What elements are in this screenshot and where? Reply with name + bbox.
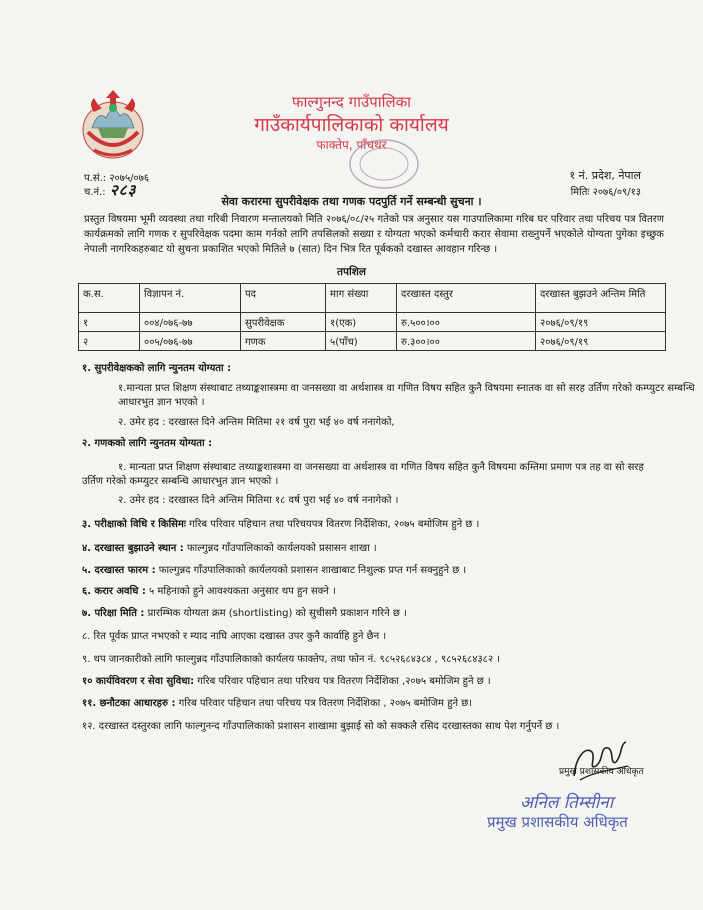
section-2-heading: २. गणकको लागि न्युनतम योग्यता : bbox=[82, 438, 213, 449]
section-3 bbox=[82, 518, 667, 532]
cell: रु.५००।०० bbox=[397, 313, 536, 332]
section-7 bbox=[82, 607, 667, 621]
section-1-age: २. उमेर हद : दरखास्त दिने अन्तिम मितिमा २१ वर्ष पुरा भई ४० वर्ष ननागेको, bbox=[118, 417, 395, 428]
section-5 bbox=[82, 564, 667, 578]
col-demand: माग संख्या bbox=[326, 284, 397, 313]
section-2-qualification: १. मान्यता प्रप्त शिक्षण संस्थाबाट तथ्याङ्कशास्त्रमा वा जनसख्या वा अर्थशास्त्र वा गणित विषय सहित कुनै विषयमा कम्तिमा प्रमाण पत्र तह वा सो सरह उर्तिण गरेको कम्प्युटर सम्बन्धि आधारभुत ज्ञान भएको । bbox=[82, 462, 644, 487]
section-6 bbox=[82, 585, 667, 599]
table-row bbox=[79, 313, 666, 332]
vacancy-table bbox=[78, 283, 666, 351]
cell: २०७६/०९/१९ bbox=[536, 313, 666, 332]
table-row bbox=[79, 332, 666, 351]
col-ad-no: विज्ञापन नं. bbox=[140, 284, 241, 313]
chalani-number: २८३ bbox=[110, 181, 137, 199]
section-5-label: ५. दरखास्त फारम : bbox=[82, 565, 156, 576]
cell: गणक bbox=[241, 332, 326, 351]
section-1-qualification: १.मान्यता प्रप्त शिक्षण संस्थाबाट तथ्याङ्कशास्त्रमा वा जनसख्या वा अर्थशास्त्र वा गणित विषय सहित कुनै विषयमा स्नातक वा सो सरह उर्तिण गरेको कम्प्युटर सम्बन्धि आधारभुत ज्ञान भएको । bbox=[118, 383, 695, 408]
section-12: १२. दरखास्त दस्तुरका लागि फाल्गुनन्द गाँउपालिकाको प्रशासन शाखामा बुझाई सो को सक्कलै रसिद दरखास्तका साथ पेश गर्नुपर्ने छ । bbox=[82, 721, 560, 732]
section-10-label: १० कार्यविवरण र सेवा सुविधा: bbox=[82, 676, 195, 687]
cell: ००४/०७६-७७ bbox=[140, 313, 241, 332]
section-3-text: गरिब परिवार पहिचान तथा परिचयपत्र वितरण निर्देशिका, २०७५ बमोजिम हुने छ । bbox=[185, 519, 480, 530]
section-3-label: ३. परीक्षाको विधि र किसिमः bbox=[82, 519, 186, 530]
section-10-text: गरिब परिवार पहिचान तथा परिचय पत्र वितरण निर्देशिका ,२०७५ बमोजिम हुने छ । bbox=[194, 676, 491, 687]
section-1-heading: १. सुपरीवेक्षकको लागि न्युनतम योग्यता : bbox=[82, 363, 232, 374]
section-11 bbox=[82, 697, 667, 711]
section-8: ८. रित पूर्वक प्राप्त नभएको र म्याद नाघि आएका दखास्त उपर कुनै कार्वाहि हुने छैन । bbox=[82, 631, 387, 642]
cell: ५(पाँच) bbox=[326, 332, 397, 351]
table-title: तपशिल bbox=[337, 266, 366, 278]
table-header-row bbox=[79, 284, 666, 313]
cell: २०७६/०९/१९ bbox=[536, 332, 666, 351]
section-2-age: २. उमेर हद : दरखास्त दिने अन्तिम मितिमा १८ वर्ष पुरा भई ४० वर्ष ननागेको । bbox=[118, 495, 399, 506]
office-stamp-icon bbox=[346, 136, 422, 192]
intro-paragraph: प्रस्तुत विषयमा भूमी व्यवस्था तथा गरिबी निवारण मन्तालयको मिति २०७६/०८/२५ गतेको पत्र अनुसार यस गाउपालिकामा गरिब घर परिवार तथा परिचय पत्र वितरण कार्यक्रमको लागि गणक र सुपरिवेक्षक पदमा काम गर्नको लागि तपसिलको सख्या र योग्यता भएको कर्मचारी करार सेवामा राख्नुपर्ने भएकोले योग्यता पुगेका इच्छुक नेपाली नागरिकहरुबाट यो सुचना प्रकाशित भएको मितिले ७ (सात) दिन भित्र रित पूर्बकको दखास्त आवहान गरिन्छ । bbox=[84, 214, 664, 255]
cell: १ bbox=[79, 313, 140, 332]
municipality-name: फाल्गुनन्द गाउँपालिका bbox=[291, 93, 412, 111]
cell: २ bbox=[79, 332, 140, 351]
section-4-label: ४. दरखास्त बुझाउने स्थान : bbox=[82, 543, 184, 554]
signatory-title-stamp: प्रमुख प्रशासकीय अधिकृत bbox=[487, 813, 628, 831]
province-line: १ नं. प्रदेश, नेपाल bbox=[569, 169, 641, 182]
section-5-text: फाल्गुन्नद गाँउपालिकाको कार्यलयको प्रशासन शाखाबाट निशुल्क प्रप्त गर्न सक्नुहुने छ । bbox=[155, 565, 467, 576]
section-10 bbox=[82, 675, 667, 689]
cell: ००५/०७६-७७ bbox=[140, 332, 241, 351]
cell: सुपरीवेक्षक bbox=[241, 313, 326, 332]
section-6-text: ५ महिनाको हुने आवश्यकता अनुसार थप हुन सक्ने । bbox=[145, 586, 336, 597]
section-4-text: फाल्गुन्नद गाँउपालिकाको कार्यलयको प्रसासन शाखा । bbox=[183, 543, 377, 554]
office-address: फाक्तेप, पाँचथर bbox=[316, 138, 387, 152]
section-4 bbox=[82, 542, 667, 556]
signatory-name-stamp: अनिल तिम्सीना bbox=[520, 793, 614, 813]
notice-title: सेवा करारमा सुपरीवेक्षक तथा गणक पदपुर्ति गर्ने सम्बन्धी सुचना । bbox=[221, 195, 482, 208]
section-11-label: ११. छनौटका आधारहरु : bbox=[82, 698, 176, 709]
office-name: गाउँकार्यपालिकाको कार्यालय bbox=[254, 114, 449, 136]
section-9: ९. थप जानकारीको लागि फाल्गुन्नद गाँउपालिकाको कार्यलय फाक्तेप, तथा फोन नं. ९८५२६८४३८४ , ९८५२६८४३८२ । bbox=[82, 654, 501, 665]
col-post: पद bbox=[241, 284, 326, 313]
signatory-role: प्रमुख प्रशासकीय अधिकृत bbox=[559, 767, 644, 777]
cell: रु.३००।०० bbox=[397, 332, 536, 351]
col-fee: दरखास्त दस्तुर bbox=[397, 284, 536, 313]
section-6-label: ६. करार अवधि : bbox=[82, 586, 146, 597]
col-deadline: दरखास्त बुझउने अन्तिम मिति bbox=[536, 284, 666, 313]
cell: १(एक) bbox=[326, 313, 397, 332]
date-line: मितिः २०७६/०९/१३ bbox=[570, 187, 641, 198]
chalani-label: च.नं.: bbox=[84, 187, 106, 198]
col-sn: क.स. bbox=[79, 284, 140, 313]
section-7-label: ७. परिक्षा मिति : bbox=[82, 608, 145, 619]
section-11-text: गरिब परिवार पहिचान तथा परिचय पत्र वितरण निर्देशिका , २०७५ बमोजिम हुने छ। bbox=[175, 698, 473, 709]
section-7-text: प्रारम्भिक योग्यता क्रम (shortlisting) को सुचीसगै प्रकाशन गरिने छ । bbox=[144, 608, 407, 619]
patra-sankhya: प.सं.: २०७५/०७६ bbox=[84, 173, 150, 184]
